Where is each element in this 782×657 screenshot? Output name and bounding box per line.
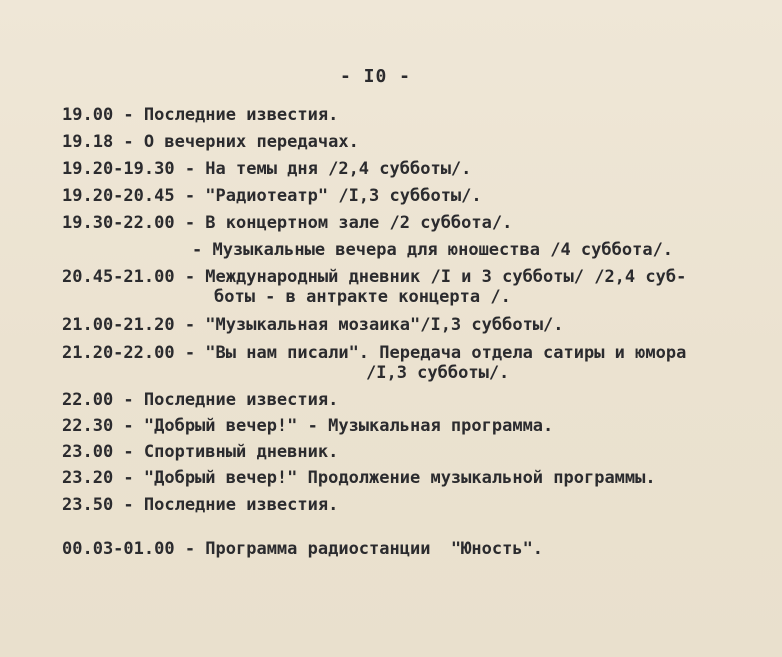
schedule-line: 21.20-22.00 - "Вы нам писали". Передача отдела сатиры и юмора (62, 343, 687, 363)
schedule-line-continuation: боты - в антракте концерта /. (214, 287, 511, 307)
schedule-line: 19.30-22.00 - В концертном зале /2 суббота/. (62, 213, 513, 233)
schedule-line-continuation: /I,3 субботы/. (366, 363, 510, 383)
schedule-line: 00.03-01.00 - Программа радиостанции "Юность". (62, 539, 544, 559)
schedule-line: 23.00 - Спортивный дневник. (62, 442, 339, 462)
schedule-line: 19.20-19.30 - На темы дня /2,4 субботы/. (62, 159, 472, 179)
schedule-line: 23.50 - Последние известия. (62, 495, 339, 515)
schedule-line: 22.30 - "Добрый вечер!" - Музыкальная программа. (62, 416, 554, 436)
page-number: - I0 - (340, 66, 412, 87)
schedule-line: 21.00-21.20 - "Музыкальная мозаика"/I,3 субботы/. (62, 315, 564, 335)
bleed-through-text (430, 140, 719, 159)
schedule-line: 19.00 - Последние известия. (62, 105, 339, 125)
schedule-line: 23.20 - "Добрый вечер!" Продолжение музыкальной программы. (62, 468, 656, 488)
schedule-line: 19.18 - О вечерних передачах. (62, 132, 359, 152)
schedule-line: 20.45-21.00 - Международный дневник /I и 3 субботы/ /2,4 суб- (62, 267, 687, 287)
schedule-line: 22.00 - Последние известия. (62, 390, 339, 410)
schedule-line-continuation: - Музыкальные вечера для юношества /4 суббота/. (192, 240, 674, 260)
schedule-line: 19.20-20.45 - "Радиотеатр" /I,3 субботы/. (62, 186, 482, 206)
